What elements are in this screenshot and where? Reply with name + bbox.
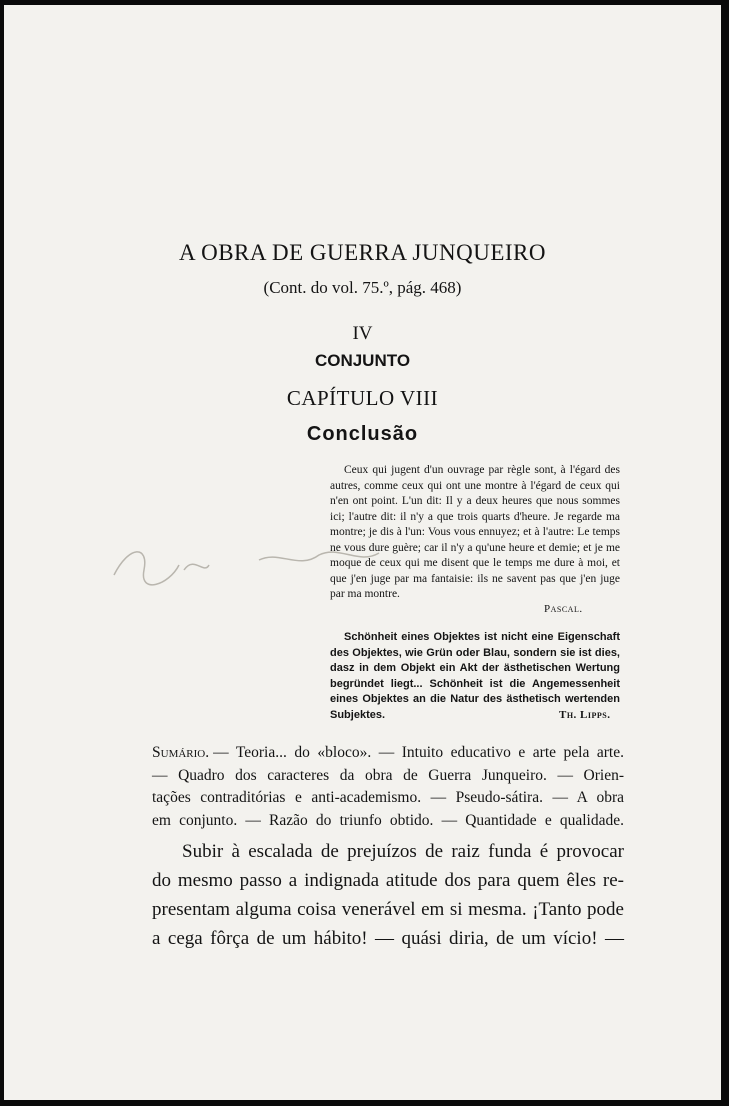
body-line-text: presentam alguma coisa venerável em si mesma. ¡Tanto pode [152, 899, 624, 920]
continuation-note: (Cont. do vol. 75.º, pág. 468) [263, 278, 462, 297]
summary-line [152, 765, 624, 788]
chapter-summary [152, 742, 624, 832]
summary-line [152, 810, 624, 833]
chapter-subtitle: Conclusão [306, 423, 419, 445]
body-line-text: a cega fôrça de um hábito! — quási diria, de um vício! — [152, 928, 624, 949]
document-page [4, 5, 721, 1100]
summary-line [152, 742, 624, 765]
body-line-text: Subir à escalada de prejuízos de raiz funda é provocar [182, 841, 624, 862]
body-line [152, 866, 624, 895]
body-line [152, 837, 624, 866]
body-line [152, 924, 624, 953]
summary-line-text: — Teoria... do «bloco». — Intuito educativo e arte pela arte. [213, 744, 624, 761]
summary-label: Sumário. [152, 744, 210, 761]
epigraph-german-author: Th. Lipps. [559, 709, 611, 721]
chapter-title: CAPÍTULO VIII [286, 386, 439, 410]
body-line [152, 895, 624, 924]
epigraph-german: Schönheit eines Objektes ist nicht eine Eigenschaft des Objektes, wie Grün oder Blau, sondern sie ist dies, dasz in dem Objekt ein Akt der ästhetischen Wertung begründet liegt... Schönheit ist die Angemessenheit eines Objektes an die Natur des ästhetisch wertenden Subjektes. [330, 631, 620, 721]
epigraph-french-author: Pascal. [544, 603, 583, 615]
summary-line [152, 787, 624, 810]
summary-line-text: tações contraditórias e anti-academismo. — Pseudo-sátira. — A obra [152, 789, 624, 806]
epigraph-french: Ceux qui jugent d'un ouvrage par règle sont, à l'égard des autres, comme ceux qui ont une montre à l'égard de ceux qui n'en ont point. L'un dit: Il y a deux heures que nous sommes ici; l'autre dit: il n'y a que trois quarts d'heure. Je regarde ma montre; je dis à l'un: Vous vous ennuyez; et à l'autre: Le temps ne vous dure guère; car il n'y a qu'une heure et demie; et je me moque de ceux qui me disent que le temps me dure à moi, et que j'en juge par ma fantaisie: ils ne savent pas que j'en juge par ma montre. [330, 464, 620, 600]
body-line-text: do mesmo passo a indignada atitude dos para quem êles re- [152, 870, 624, 891]
summary-line-text: em conjunto. — Razão do triunfo obtido. — Quantidade e qualidade. [152, 811, 624, 829]
article-title: A OBRA DE GUERRA JUNQUEIRO [179, 240, 546, 265]
summary-line-text: — Quadro dos caracteres da obra de Guerra Junqueiro. — Orien- [152, 766, 624, 784]
part-number: IV [352, 323, 373, 344]
section-title: CONJUNTO [314, 351, 411, 370]
body-paragraph [152, 837, 624, 953]
